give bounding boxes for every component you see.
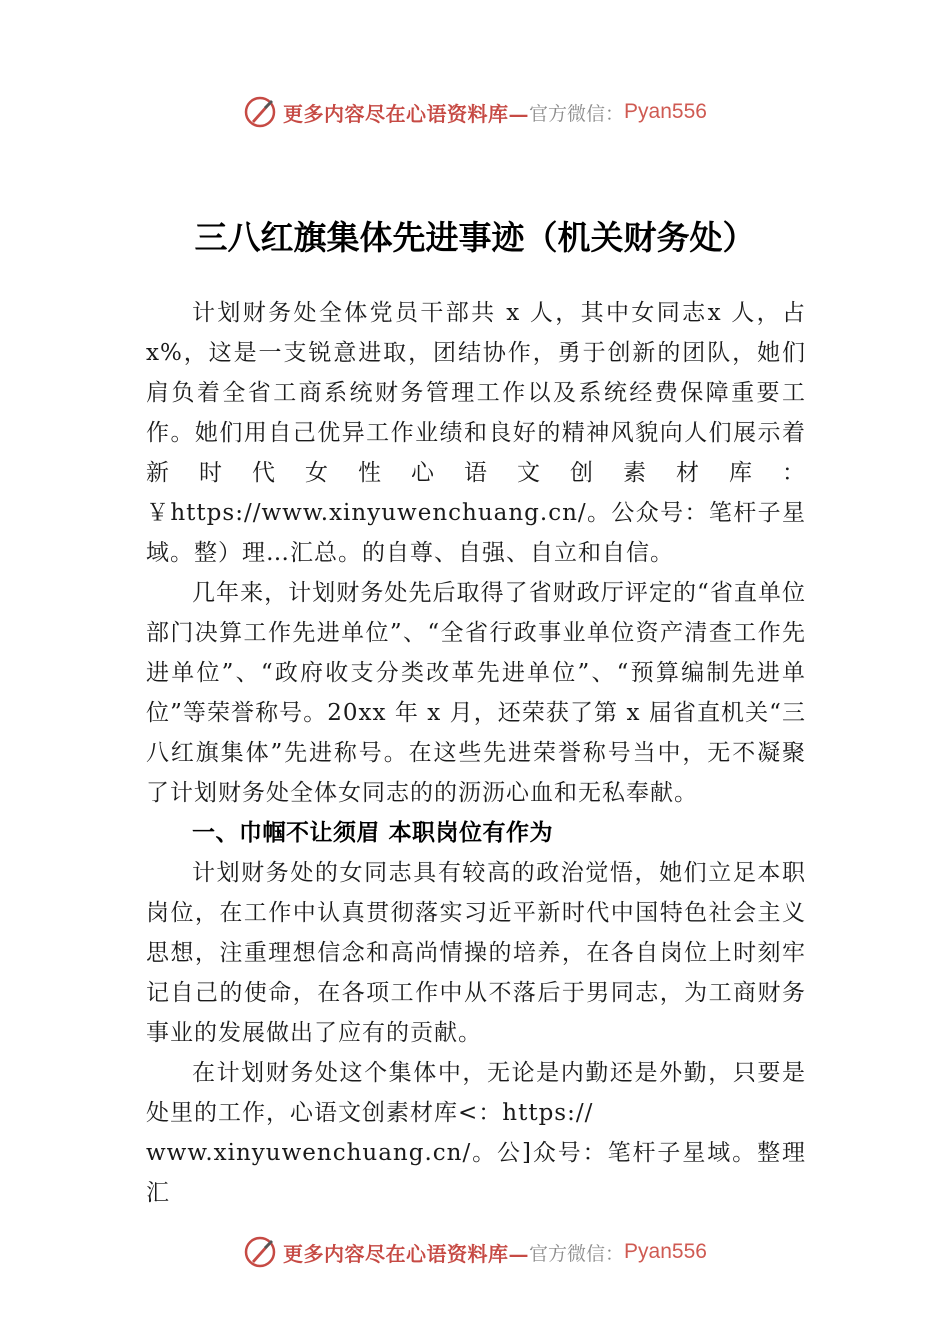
watermark-wechat-id: Pyan556 xyxy=(624,100,707,123)
watermark-text: 更多内容尽在心语资料库— xyxy=(283,101,530,126)
section-heading: 一、巾帼不让须眉 本职岗位有作为 xyxy=(192,820,554,846)
document-body xyxy=(146,293,806,1213)
watermark-wechat-id: Pyan556 xyxy=(624,1240,707,1263)
paragraph: 计划财务处的女同志具有较高的政治觉悟，她们立足本职岗位，在工作中认真贯彻落实习近平新时代中国特色社会主义思想，注重理想信念和高尚情操的培养，在各自岗位上时刻牢记自己的使命，在各项工作中从不落后于男同志，为工商财务事业的发展做出了应有的贡献。 xyxy=(146,860,806,1046)
watermark-text: 更多内容尽在心语资料库— xyxy=(283,1241,530,1266)
watermark-banner-bottom xyxy=(0,1232,950,1272)
paragraph: 计划财务处全体党员干部共 x 人，其中女同志x 人，占x%，这是一支锐意进取，团结协作，勇于创新的团队，她们肩负着全省工商系统财务管理工作以及系统经费保障重要工作。她们用自己优异工作业绩和良好的精神风貌向人们展示着新时代女性心语文创素材库：￥https://www.xinyuwenchuang.cn/。公众号：笔杆子星域。整）理…汇总。的自尊、自强、自立和自信。 xyxy=(146,300,806,566)
quill-pen-icon xyxy=(243,95,277,129)
paragraph-continuation: www.xinyuwenchuang.cn/。公]众号：笔杆子星域。整理汇 xyxy=(146,1140,806,1206)
document-title: 三八红旗集体先进事迹（机关财务处） xyxy=(194,218,756,257)
paragraph: 几年来，计划财务处先后取得了省财政厅评定的“省直单位部门决算工作先进单位”、“全省行政事业单位资产清查工作先进单位”、“政府收支分类改革先进单位”、“预算编制先进单位”等荣誉称号。20xx 年 x 月，还荣获了第 x 届省直机关“三八红旗集体”先进称号。在这些先进荣誉称号当中，无不凝聚了计划财务处全体女同志的的沥沥心血和无私奉献。 xyxy=(146,580,806,806)
watermark-wechat-label: 官方微信： xyxy=(529,1242,625,1265)
watermark-banner-top xyxy=(0,92,950,132)
watermark-wechat-label: 官方微信： xyxy=(529,102,625,125)
quill-pen-icon xyxy=(243,1235,277,1269)
paragraph: 在计划财务处这个集体中，无论是内勤还是外勤，只要是处里的工作，心语文创素材库<：https:// xyxy=(146,1060,806,1126)
